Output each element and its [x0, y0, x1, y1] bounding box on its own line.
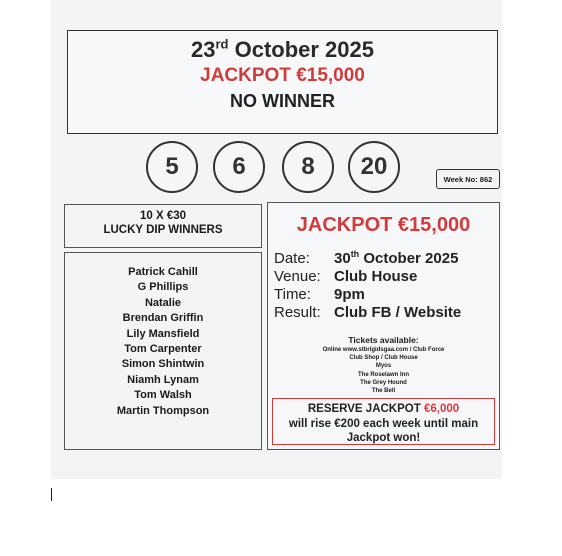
draw-result: NO WINNER: [230, 91, 335, 111]
winner-name: Niamh Lynam: [127, 373, 199, 386]
next-draw-result-location: [274, 304, 461, 321]
winner-name: Patrick Cahill: [128, 266, 198, 278]
draw-date-day: 23: [190, 37, 216, 62]
next-draw-time: [274, 286, 365, 303]
winner-name: G Phillips: [137, 281, 189, 294]
ticket-outlet: The Roselawn Inn: [357, 371, 409, 378]
ticket-outlet: The Bell: [371, 388, 396, 395]
winner-name: Natalie: [144, 296, 182, 309]
reserve-rule: will rise €200 each week until main: [288, 417, 479, 430]
next-draw-date: [274, 250, 458, 267]
winner-name: Tom Carpenter: [124, 343, 202, 356]
winner-name: Tom Walsh: [134, 389, 192, 402]
ticket-outlets: [268, 335, 499, 395]
next-date-month-year: October 2025: [363, 250, 459, 267]
venue-value: Club House: [334, 268, 418, 285]
reserve-jackpot-notice: [272, 398, 495, 445]
ticket-outlet: The Grey Hound: [360, 379, 407, 386]
drawn-number-ball: 20: [348, 141, 400, 193]
ticket-outlet: Club Shop / Club House: [349, 355, 418, 362]
reserve-label: RESERVE JACKPOT: [307, 403, 421, 415]
tickets-title: Tickets available:: [348, 335, 419, 345]
week-number-badge: Week No: 862: [436, 169, 500, 189]
winner-name: Simon Shintwin: [121, 358, 205, 371]
lucky-dip-prize: 10 X €30: [139, 210, 187, 222]
next-draw-panel: [267, 202, 500, 450]
draw-date-suffix: rd: [215, 36, 229, 52]
draw-date-month-year: October 2025: [234, 37, 374, 62]
winner-name: Martin Thompson: [116, 404, 210, 417]
jackpot-amount: JACKPOT €15,000: [200, 65, 365, 86]
text-cursor: [51, 488, 52, 501]
draw-date: [68, 37, 497, 63]
drawn-number-ball: 6: [213, 141, 265, 193]
next-jackpot-amount: JACKPOT €15,000: [296, 214, 471, 236]
reserve-rule-end: Jackpot won!: [346, 432, 421, 444]
time-value: 9pm: [334, 286, 365, 303]
result-label: Result:: [274, 304, 321, 321]
winner-name: Brendan Griffin: [122, 312, 204, 325]
lucky-dip-winners-panel: [64, 252, 262, 450]
lucky-dip-title: LUCKY DIP WINNERS: [103, 224, 223, 236]
result-value: Club FB / Website: [334, 304, 462, 321]
time-label: Time:: [274, 286, 311, 303]
drawn-number-ball: 8: [282, 141, 334, 193]
lucky-dip-heading: [64, 204, 262, 248]
next-draw-venue: [274, 268, 417, 285]
date-label: Date:: [274, 250, 310, 267]
venue-label: Venue:: [274, 268, 321, 285]
ticket-outlet: Myos: [375, 363, 392, 370]
winner-name: Lily Mansfield: [126, 327, 200, 340]
next-date-suffix: th: [350, 249, 360, 259]
next-date-day: 30: [334, 250, 351, 267]
results-header: [67, 30, 498, 134]
ticket-outlet: Online www.stbrigidsgaa.com / Club Force: [322, 347, 445, 353]
winners-list: [65, 253, 261, 419]
drawn-number-ball: 5: [146, 141, 198, 193]
reserve-amount: €6,000: [423, 403, 460, 415]
